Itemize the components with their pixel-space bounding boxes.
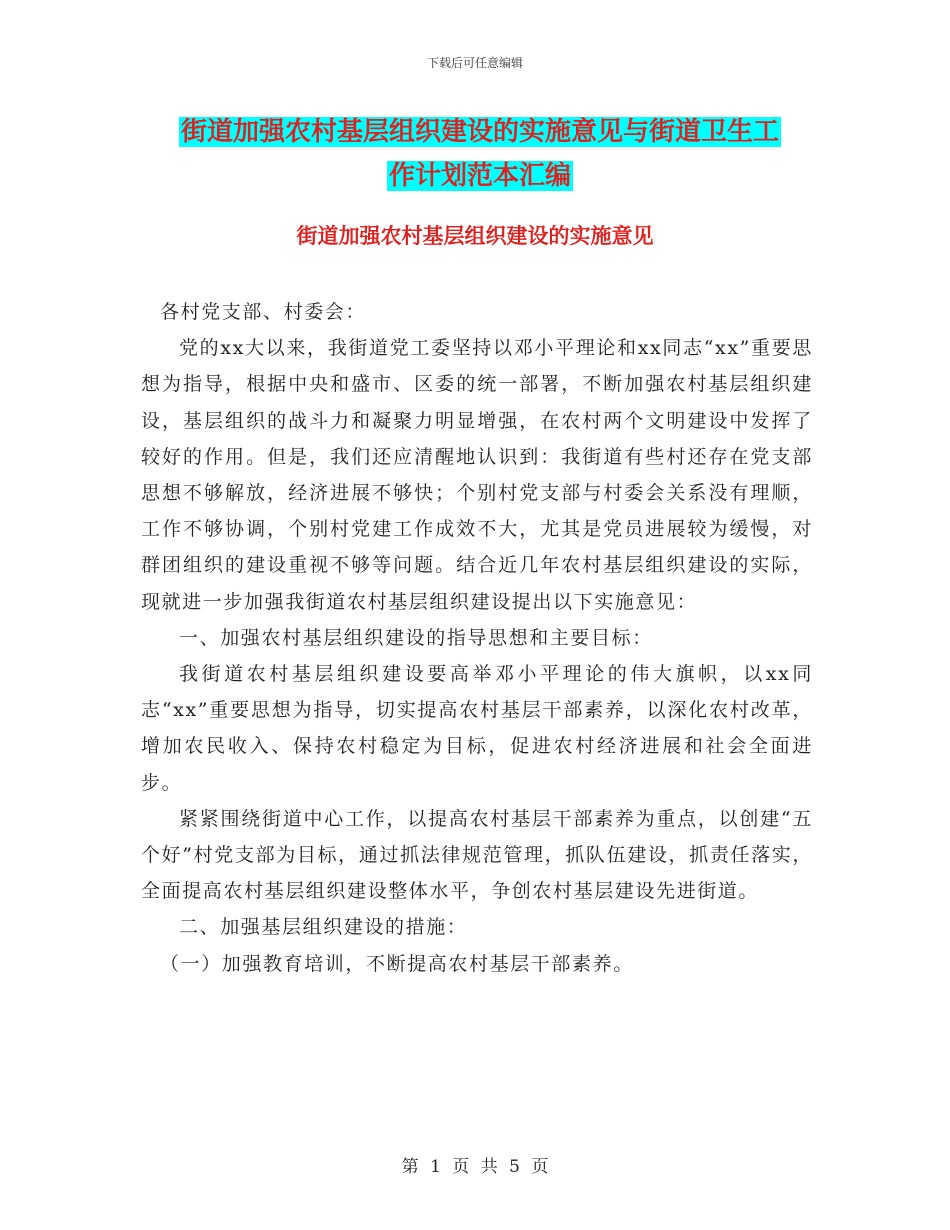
- body-text: [141, 294, 813, 982]
- heading-paragraph: 一、加强农村基层组织建设的指导思想和主要目标：: [179, 626, 653, 649]
- document-title: [140, 110, 820, 198]
- heading-paragraph: 二、加强基层组织建设的措施：: [179, 916, 468, 939]
- salutation-paragraph: 各村党支部、村委会：: [160, 301, 367, 323]
- body-paragraph: 紧紧围绕街道中心工作，以提高农村基层干部素养为重点，以创建“五个好”村党支部为目标，通过抓法律规范管理，抓队伍建设，抓责任落实，全面提高农村基层组织建设整体水平，争创农村基层建设先进街道。: [141, 807, 813, 903]
- document-title-line-2: 作计划范本汇编: [388, 161, 571, 191]
- document-title-line-1: 街道加强农村基层组织建设的实施意见与街道卫生工: [180, 117, 779, 147]
- section-title: 街道加强农村基层组织建设的实施意见: [296, 224, 654, 248]
- page-footer: 第 1 页 共 5 页: [401, 1157, 549, 1177]
- subheading-paragraph: （一）加强教育培训，不断提高农村基层干部素养。: [160, 952, 634, 975]
- body-paragraph: 党的xx大以来，我街道党工委坚持以邓小平理论和xx同志“xx”重要思想为指导，根据中央和盛市、区委的统一部署，不断加强农村基层组织建设，基层组织的战斗力和凝聚力明显增强，在农村两个文明建设中发挥了较好的作用。但是，我们还应清醒地认识到：我街道有些村还存在党支部思想不够解放，经济进展不够快；个别村党支部与村委会关系没有理顺，工作不够协调，个别村党建工作成效不大，尤其是党员进展较为缓慢，对群团组织的建设重视不够等问题。结合近几年农村基层组织建设的实际，现就进一步加强我街道农村基层组织建设提出以下实施意见：: [141, 337, 813, 613]
- header-note: 下载后可任意编辑: [426, 56, 523, 70]
- body-paragraph: 我街道农村基层组织建设要高举邓小平理论的伟大旗帜，以xx同志“xx”重要思想为指导，切实提高农村基层干部素养，以深化农村改革，增加农民收入、保持农村稳定为目标，促进农村经济进展和社会全面进步。: [141, 663, 813, 794]
